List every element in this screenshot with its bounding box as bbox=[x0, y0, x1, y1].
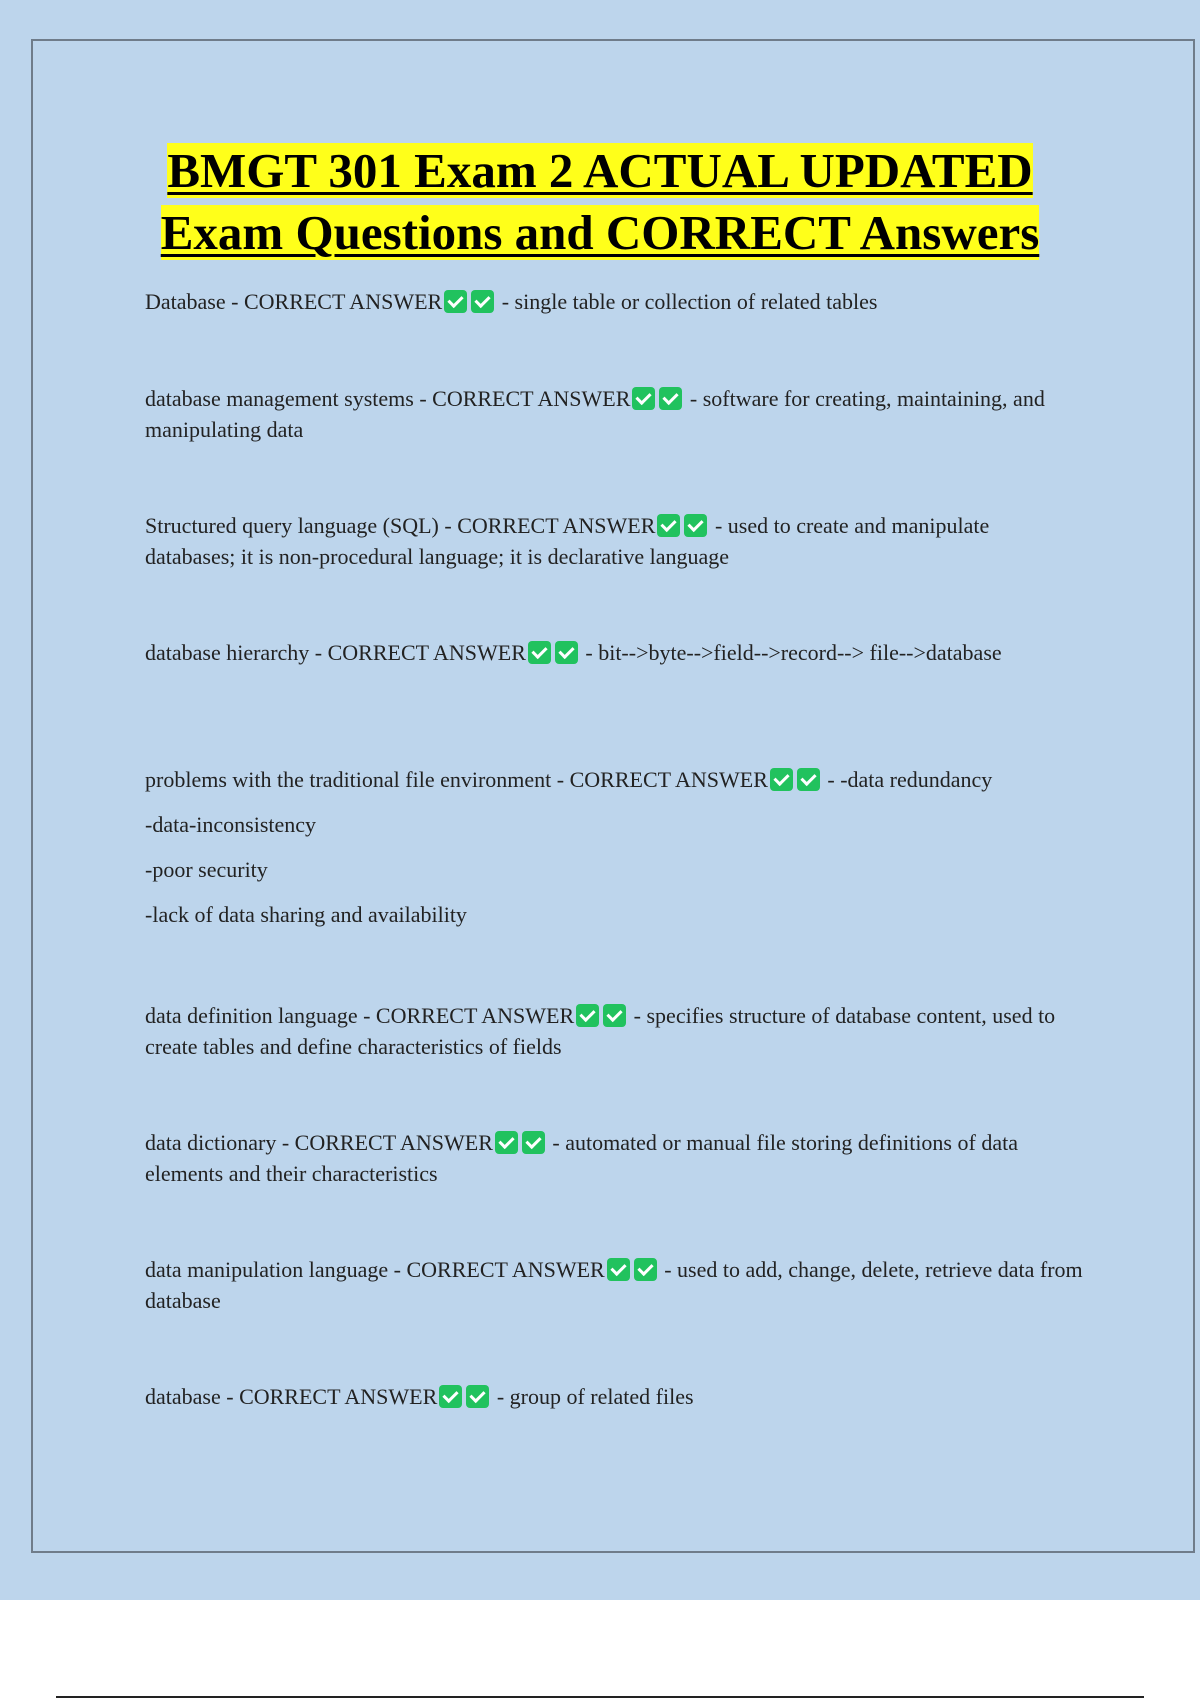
check-mark-icon bbox=[466, 1385, 489, 1408]
qa-entry: database management systems - CORRECT ANSWER - software for creating, maintaining, and manipulating data bbox=[145, 386, 1045, 442]
answer-definition: group of related files bbox=[509, 1384, 694, 1409]
answer-definition: automated or manual file storing definitions of data elements and their characteristics bbox=[145, 1130, 1018, 1186]
qa-item bbox=[145, 637, 1085, 668]
answer-marker: CORRECT ANSWER bbox=[294, 1130, 493, 1155]
answer-list-item: -poor security bbox=[145, 857, 268, 882]
qa-item bbox=[145, 286, 1085, 317]
answer-definition: single table or collection of related tables bbox=[514, 289, 878, 314]
answer-definition: used to create and manipulate databases; it is non-procedural language; it is declarative language bbox=[145, 513, 990, 569]
check-mark-icon bbox=[555, 641, 578, 664]
answer-marker: CORRECT ANSWER bbox=[406, 1257, 605, 1282]
check-mark-icon bbox=[797, 768, 820, 791]
answer-definition: software for creating, maintaining, and manipulating data bbox=[145, 386, 1045, 442]
document-title bbox=[0, 140, 1200, 264]
question-term: database hierarchy bbox=[145, 640, 310, 665]
check-mark-icon bbox=[632, 387, 655, 410]
qa-item bbox=[145, 1127, 1085, 1189]
check-mark-icon bbox=[522, 1131, 545, 1154]
title-line-1: BMGT 301 Exam 2 ACTUAL UPDATED bbox=[167, 143, 1033, 198]
answer-marker: CORRECT ANSWER bbox=[457, 513, 656, 538]
check-mark-icon bbox=[657, 514, 680, 537]
answer-marker: CORRECT ANSWER bbox=[327, 640, 526, 665]
check-mark-icon bbox=[607, 1258, 630, 1281]
answer-marker: CORRECT ANSWER bbox=[239, 1384, 438, 1409]
answer-marker: CORRECT ANSWER bbox=[569, 767, 768, 792]
qa-entry: problems with the traditional file environment - CORRECT ANSWER - -data redundancy bbox=[145, 767, 993, 792]
check-mark-icon bbox=[659, 387, 682, 410]
check-mark-icon bbox=[471, 290, 494, 313]
qa-item bbox=[145, 1381, 1085, 1412]
check-mark-icon bbox=[684, 514, 707, 537]
check-mark-icon bbox=[576, 1004, 599, 1027]
check-mark-icon bbox=[634, 1258, 657, 1281]
question-term: data manipulation language bbox=[145, 1257, 389, 1282]
title-line-2: Exam Questions and CORRECT Answers bbox=[160, 205, 1040, 260]
check-mark-icon bbox=[770, 768, 793, 791]
footer-divider bbox=[56, 1696, 1144, 1698]
qa-entry: data dictionary - CORRECT ANSWER - automated or manual file storing definitions of data elements and their characteristics bbox=[145, 1130, 1018, 1186]
qa-entry: Structured query language (SQL) - CORRECT ANSWER - used to create and manipulate databases; it is non-procedural language; it is declarative language bbox=[145, 513, 990, 569]
answer-definition: used to add, change, delete, retrieve data from database bbox=[145, 1257, 1083, 1313]
qa-entry: Database - CORRECT ANSWER - single table or collection of related tables bbox=[145, 289, 878, 314]
check-mark-icon bbox=[603, 1004, 626, 1027]
qa-entry: data manipulation language - CORRECT ANSWER - used to add, change, delete, retrieve data from database bbox=[145, 1257, 1083, 1313]
answer-definition: specifies structure of database content, used to create tables and define characteristics of fields bbox=[145, 1003, 1056, 1059]
qa-entry: database - CORRECT ANSWER - group of related files bbox=[145, 1384, 694, 1409]
check-mark-icon bbox=[495, 1131, 518, 1154]
qa-item bbox=[145, 1254, 1085, 1316]
qa-item bbox=[145, 1000, 1085, 1062]
question-term: database bbox=[145, 1384, 221, 1409]
answer-definition: bit-->byte-->field-->record--> file-->database bbox=[598, 640, 1002, 665]
answer-marker: CORRECT ANSWER bbox=[243, 289, 443, 314]
answer-marker: CORRECT ANSWER bbox=[432, 386, 631, 411]
qa-item bbox=[145, 510, 1085, 572]
question-term: Structured query language (SQL) bbox=[145, 513, 439, 538]
qa-entry: database hierarchy - CORRECT ANSWER - bit-->byte-->field-->record--> file-->database bbox=[145, 640, 1002, 665]
qa-item bbox=[145, 383, 1085, 445]
question-term: problems with the traditional file environment bbox=[145, 767, 552, 792]
question-term: Database bbox=[145, 289, 226, 314]
question-term: database management systems bbox=[145, 386, 414, 411]
qa-entry: data definition language - CORRECT ANSWER - specifies structure of database content, used to create tables and define characteristics of fields bbox=[145, 1003, 1056, 1059]
check-mark-icon bbox=[444, 290, 467, 313]
question-term: data definition language bbox=[145, 1003, 358, 1028]
check-mark-icon bbox=[439, 1385, 462, 1408]
question-term: data dictionary bbox=[145, 1130, 277, 1155]
answer-list-item: -data-inconsistency bbox=[145, 812, 317, 837]
answer-definition: -data redundancy bbox=[840, 767, 993, 792]
qa-item bbox=[145, 764, 1085, 930]
answer-marker: CORRECT ANSWER bbox=[375, 1003, 575, 1028]
check-mark-icon bbox=[528, 641, 551, 664]
answer-list-item: -lack of data sharing and availability bbox=[145, 902, 467, 927]
